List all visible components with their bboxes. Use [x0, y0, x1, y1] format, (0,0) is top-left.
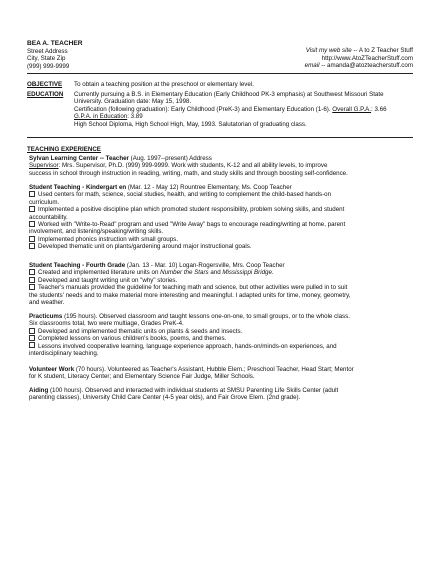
job-title: Practicums	[29, 313, 63, 320]
section-divider	[27, 137, 413, 138]
job-title: Sylvan Learning Center -- Teacher	[29, 155, 129, 162]
objective-section	[27, 81, 413, 89]
checkbox-bullet-icon	[29, 221, 35, 227]
street-address: Street Address	[27, 47, 68, 55]
job-title: Student Teaching - Kindergart en	[29, 184, 127, 191]
job-dates: (Jan. 13 - Mar. 10) Logan-Rogersville, Mrs. Coop Teacher	[125, 262, 285, 269]
job-title: Volunteer Work	[29, 366, 75, 373]
job-fourth-grade	[29, 262, 413, 306]
education-section	[27, 91, 413, 131]
checkbox-bullet-icon	[29, 284, 35, 290]
list-item: Implemented a positive discipline plan which promoted student responsibility, problem solving skills, and student	[29, 206, 413, 213]
list-item-continuation: and weather.	[29, 299, 65, 307]
list-item: Completed lessons on various children's books, poems, and themes.	[29, 335, 413, 342]
education-gpa-label: G.P.A. in Education	[74, 113, 128, 121]
list-item: Developed and implemented thematic units on plants & seeds and insects.	[29, 328, 413, 335]
job-description: : Mrs. Supervisor, Ph.D. (999) 999-9999. Work with students, K-12 and all ability levels, to improve	[58, 162, 328, 170]
job-title: Aiding	[29, 387, 49, 394]
teaching-experience-title: TEACHING EXPERIENCE	[27, 146, 101, 153]
header-divider	[27, 73, 413, 74]
overall-gpa-label: Overall G.P.A.	[332, 105, 372, 113]
education-line: University. Graduation date: May 15, 1998.	[74, 98, 192, 106]
website-line	[305, 47, 413, 55]
education-line: High School Diploma, High School High, May, 1993. Salutatorian of graduating class.	[74, 120, 307, 128]
list-item-continuation: involvement, and listening/speaking/writing skills.	[29, 228, 164, 236]
email-line	[305, 62, 413, 70]
checkbox-bullet-icon	[29, 328, 35, 334]
checkbox-bullet-icon	[29, 206, 35, 212]
list-item-continuation: curriculum.	[29, 198, 60, 206]
job-description: success in school through instruction in reading, writing, math, and study skills and through boosting self-confidence.	[29, 169, 348, 177]
checkbox-bullet-icon	[29, 335, 35, 341]
job-practicums: Practicums (195 hours). Observed classroom and taught lessons one-on-one, to small groups, or to the whole class. Six classrooms total, two were multiage, Grades PreK-4. Developed and implemented thematic units on plants & seeds and insects. Completed lessons on various children's books, poems, and themes. Lessons involved cooperative learning, language experience approach, hands-on/minds-on experiences, and interdisciplinary teaching.	[29, 313, 413, 357]
checkbox-bullet-icon	[29, 243, 35, 249]
education-body	[74, 91, 413, 128]
job-kindergarten	[29, 184, 413, 251]
objective-label: OBJECTIVE	[27, 81, 63, 88]
email-label: email	[304, 62, 320, 70]
checkbox-bullet-icon	[29, 342, 35, 348]
list-item: Developed thematic unit on plants/gardening around major instructional goals.	[29, 243, 413, 250]
job-dates: (Mar. 12 - May 12) Rountree Elementary, Ms. Coop Teacher	[126, 184, 292, 191]
list-item-continuation: interdisciplinary teaching.	[29, 350, 99, 358]
list-item: Used centers for math, science, social studies, health, and writing to complement the child-based hands-on	[29, 191, 413, 198]
contact-block	[27, 40, 83, 70]
education-line: Currently pursuing a B.S. in Elementary Education (Early Childhood PK-3 emphasis) at Southwest Missouri State	[74, 91, 384, 98]
website-url[interactable]: http://www.AtoZTeacherStuff.com	[321, 54, 413, 62]
list-item: Worked with "Write-to-Read" program and used "Write Away" bags to encourage reading/writing at home, parent	[29, 221, 413, 228]
certification-text: Certification (following graduation): Early Childhood (PreK-3) and Elementary Education (1-6).	[74, 105, 333, 113]
list-item: Implemented phonics instruction with small groups.	[29, 236, 413, 243]
job-description: parenting classes), University Child Care Center (4-5 year olds), and Fair Grove Elem. (2nd grade).	[29, 394, 301, 402]
list-item: Teacher's manuals provided the guideline for teaching math and science, but other activities were pulled in to suit	[29, 284, 413, 291]
job-description: Six classrooms total, two were multiage, Grades PreK-4.	[29, 320, 184, 328]
checkbox-bullet-icon	[29, 236, 35, 242]
phone-number: (999) 999-9999	[27, 62, 70, 70]
checkbox-bullet-icon	[29, 277, 35, 283]
supervisor-label: Supervisor	[29, 162, 59, 170]
checkbox-bullet-icon	[29, 191, 35, 197]
job-volunteer: Volunteer Work (70 hours). Volunteered as Teacher's Assistant, Hubble Elem.; Preschool Teacher, Head Start; Mentor for K student, Literacy Center; and Elementary Science Fair Judge, Miller Schools.	[29, 366, 413, 381]
job-aiding: Aiding (100 hours). Observed and interacted with individual students at SMSU Parenting Life Skills Center (adult parenting classes), University Child Care Center (4-5 year olds), and Fair Grove Elem. (2nd grade).	[29, 387, 413, 402]
education-line	[74, 113, 413, 120]
list-item: Created and implemented literature units on Number the Stars and Mississippi Bridge.	[29, 269, 413, 276]
job-title: Student Teaching - Fourth Grade	[29, 262, 126, 269]
education-gpa-value: : 3.89	[127, 113, 143, 121]
education-label: EDUCATION	[27, 91, 64, 98]
list-item: Lessons involved cooperative learning, language experience approach, hands-on/minds-on experiences, and	[29, 343, 413, 350]
list-item-continuation: accountability.	[29, 213, 68, 221]
education-line	[74, 106, 413, 113]
objective-text: To obtain a teaching position at the preschool or elementary level.	[74, 81, 254, 88]
job-dates: (Aug. 1997--present) Address	[128, 155, 212, 162]
overall-gpa-value: : 3.66	[371, 105, 387, 113]
checkbox-bullet-icon	[29, 269, 35, 275]
job-sylvan	[29, 155, 413, 177]
email-address[interactable]: -- amanda@atozteacherstuff.com	[319, 62, 413, 70]
job-description: for K student, Literacy Center; and Elementary Science Fair Judge, Miller Schools.	[29, 373, 255, 381]
visit-link[interactable]: Visit my web site	[305, 47, 352, 54]
visit-suffix: -- A to Z Teacher Stuff	[351, 47, 413, 54]
web-contact-block	[305, 47, 413, 70]
list-item: Developed and taught writing unit on "why" stories.	[29, 277, 413, 284]
applicant-name: BEA A. TEACHER	[27, 40, 83, 47]
list-item-continuation: the students' needs and to make material more interesting and meaningful. I adapted units for time, money, geometry,	[29, 291, 351, 299]
city-state-zip: City, State Zip	[27, 55, 66, 63]
